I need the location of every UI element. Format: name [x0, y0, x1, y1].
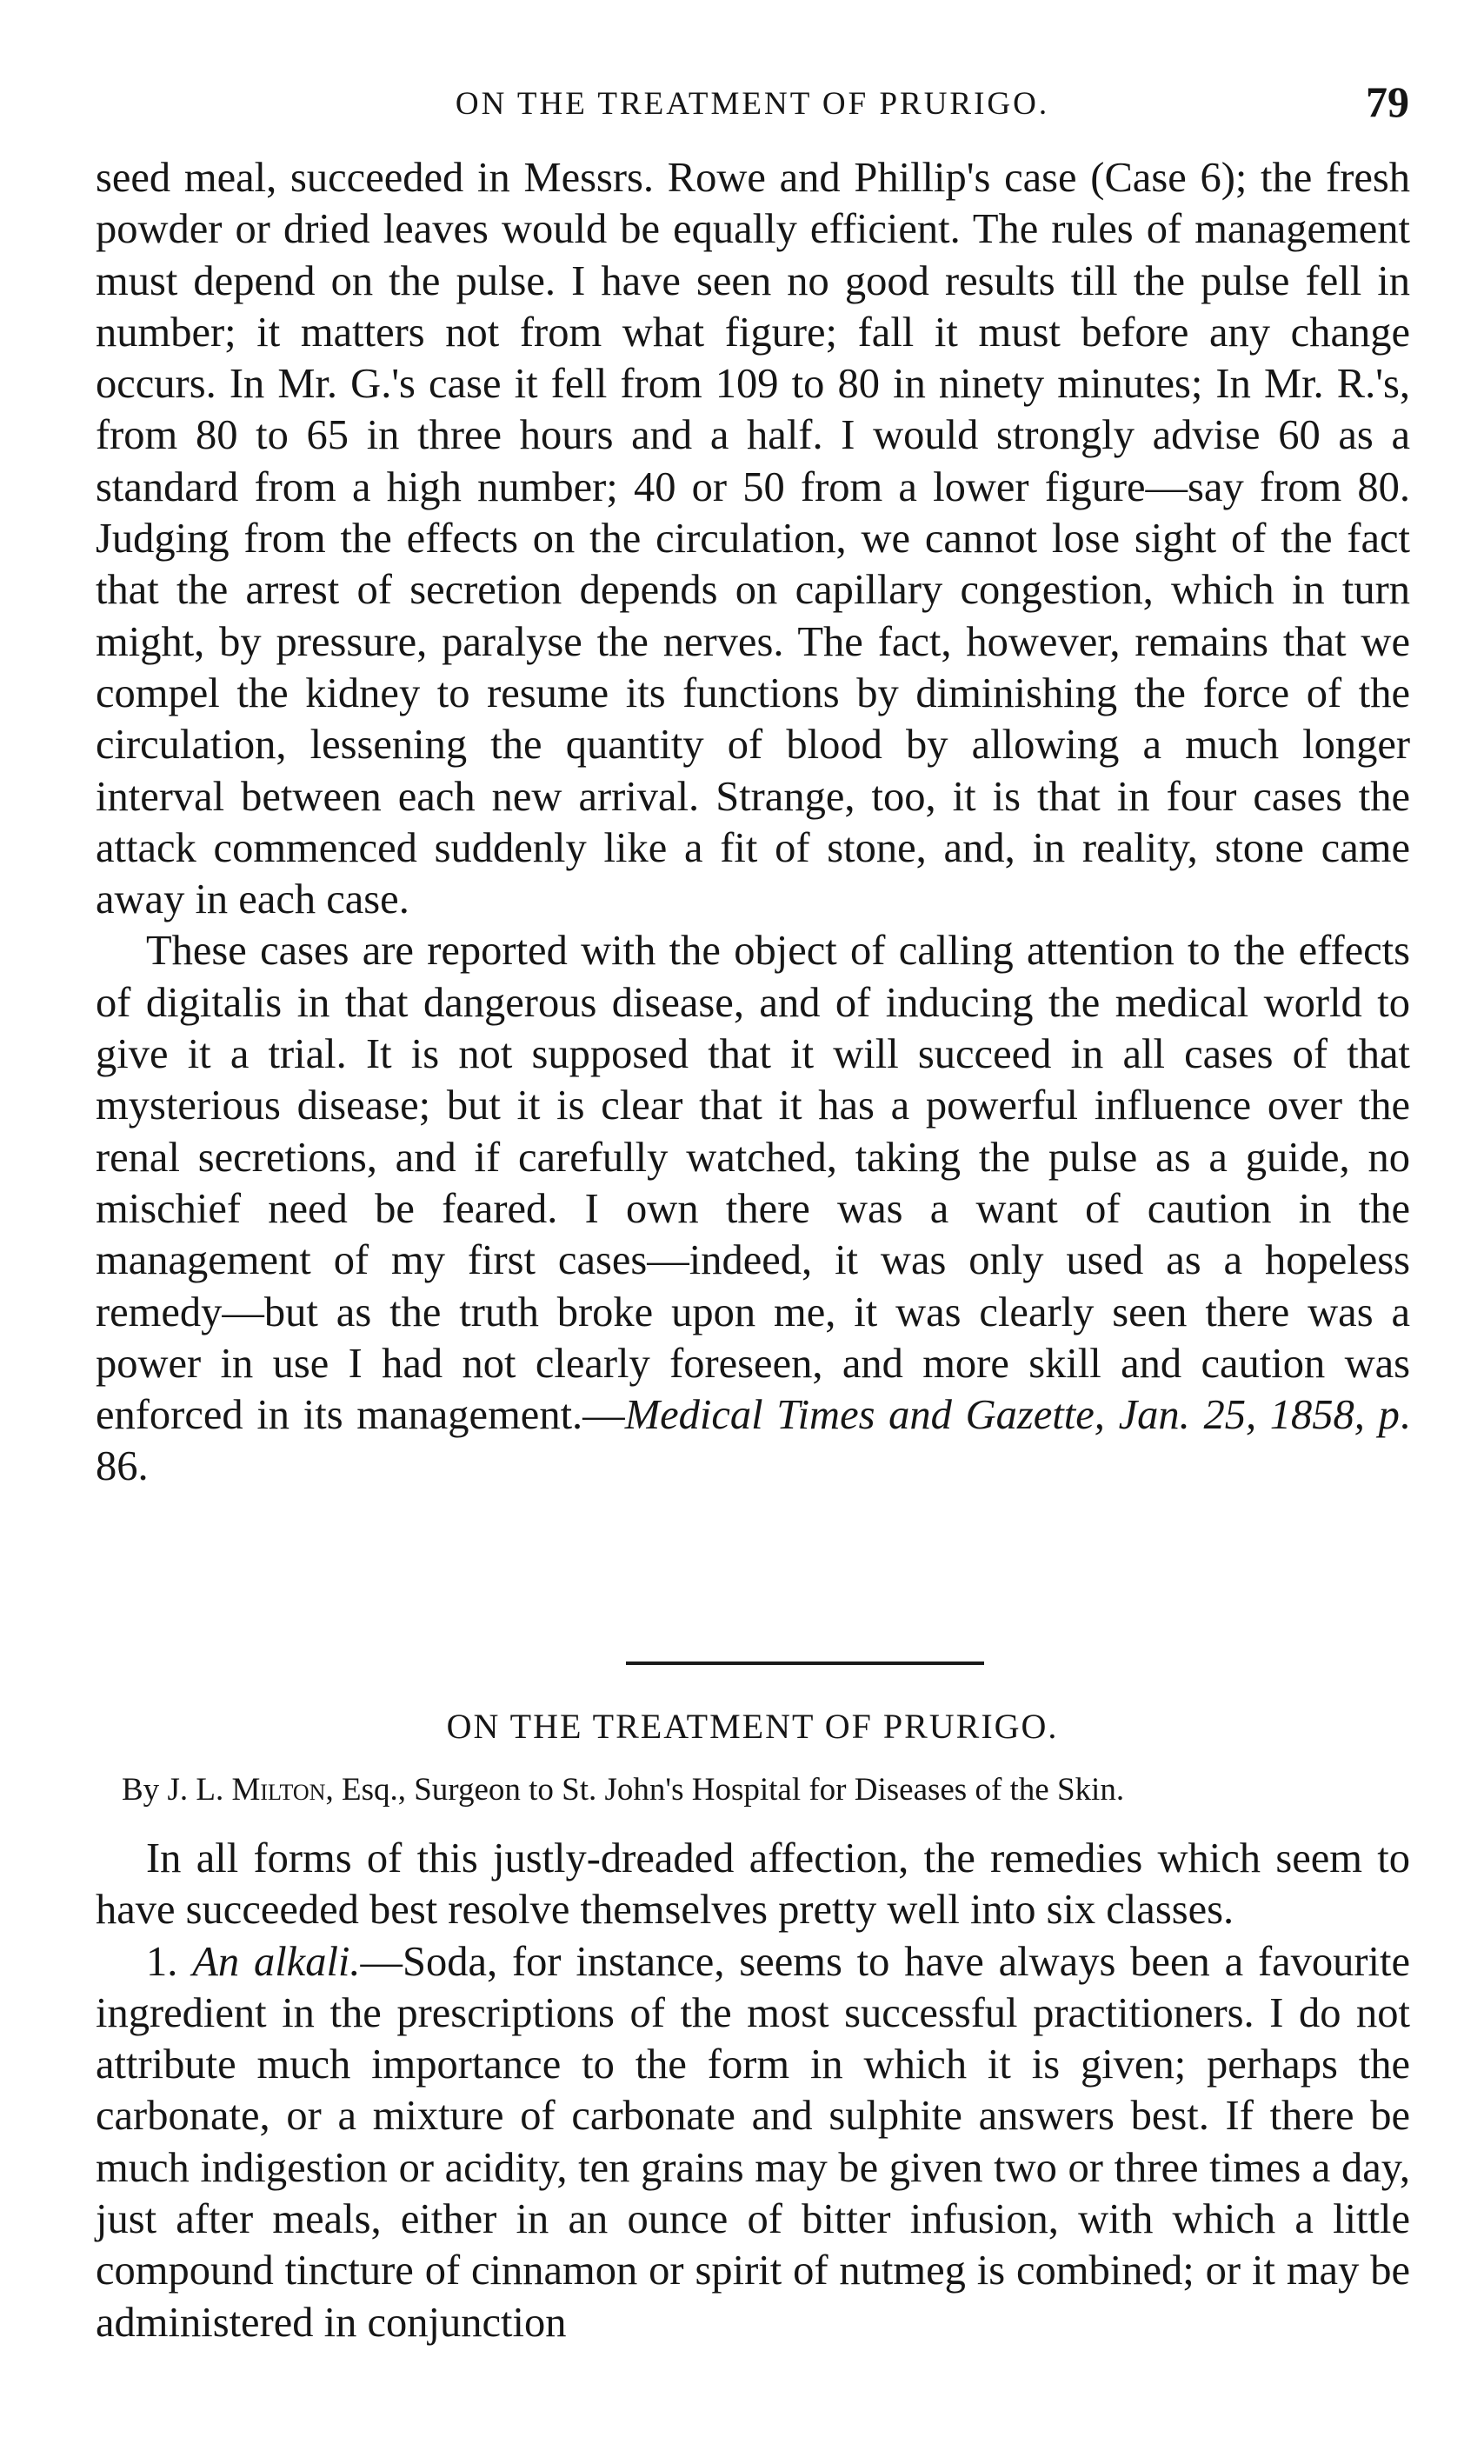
byline-affiliation: , Esq., Surgeon to St. John's Hospital for Diseases of the Skin.	[325, 1772, 1125, 1808]
page-number: 79	[1366, 77, 1409, 126]
remedy-heading: An alkali.	[192, 1938, 361, 1985]
running-head	[96, 77, 1409, 129]
paragraph-text: These cases are reported with the object of calling attention to the effects of digitalis in that dangerous disease, and of inducing the medical world to give it a trial. It is not supposed that it will succeed in all cases of that mysterious disease; but it is clear that it has a powerful influence over the renal secretions, and if carefully watched, taking the pulse as a guide, no mischief need be feared. I own there was a want of caution in the management of my first cases—indeed, it was only used as a hopeless remedy—but as the truth broke upon me, it was clearly seen there was a power in use I had not clearly foreseen, and more skill and caution was enforced in its management.—	[96, 928, 1410, 1439]
citation-page: . 86.	[96, 1392, 1410, 1490]
paragraph: seed meal, succeeded in Messrs. Rowe and Phillip's case (Case 6); the fresh powder or dried leaves would be equally efficient. The rules of management must depend on the pulse. I have seen no good results till the pulse fell in number; it matters not from what figure; fall it must before any change occurs. In Mr. G.'s case it fell from 109 to 80 in ninety minutes; In Mr. R.'s, from 80 to 65 in three hours and a half. I would strongly advise 60 as a standard from a high number; 40 or 50 from a lower figure—say from 80. Judging from the effects on the circulation, we cannot lose sight of the fact that the arrest of secretion depends on capillary congestion, which in turn might, by pressure, paralyse the nerves. The fact, however, remains that we compel the kidney to resume its functions by diminishing the force of the circulation, lessening the quantity of blood by allowing a much longer interval between each new arrival. Strange, too, it is that in four cases the attack commenced suddenly like a fit of stone, and, in reality, stone came away in each case.	[96, 155, 1410, 923]
byline	[122, 1770, 1421, 1810]
byline-prefix: By	[122, 1772, 168, 1808]
citation-page-prefix: p	[1378, 1392, 1400, 1439]
byline-author: J. L. Milton	[167, 1772, 326, 1808]
citation-journal: Medical Times and Gazette	[624, 1392, 1095, 1439]
paragraph: In all forms of this justly-dreaded affection, the remedies which seem to have succeeded best resolve themselves pretty well into six classes.	[96, 1835, 1410, 1934]
list-number: 1.	[146, 1938, 193, 1985]
paragraph	[96, 1936, 1410, 2348]
citation-date: , Jan. 25, 1858,	[1094, 1392, 1379, 1439]
paragraph	[96, 925, 1410, 1492]
article-title: ON THE TREATMENT OF PRURIGO.	[446, 1707, 1059, 1746]
article-text	[96, 1833, 1410, 2348]
running-title: ON THE TREATMENT OF PRURIGO.	[455, 86, 1050, 122]
previous-article-text	[96, 152, 1410, 1493]
paragraph-text: —Soda, for instance, seems to have always been a favourite ingredient in the prescriptions of the most successful practitioners. I do not attribute much importance to the form in which it is given; perhaps the carbonate, or a mixture of carbonate and sulphite answers best. If there be much indigestion or acidity, ten grains may be given two or three times a day, just after meals, either in an ounce of bitter infusion, with which a little compound tincture of cinnamon or spirit of nutmeg is combined; or it may be administered in conjunction	[96, 1938, 1411, 2346]
section-divider	[626, 1662, 984, 1665]
